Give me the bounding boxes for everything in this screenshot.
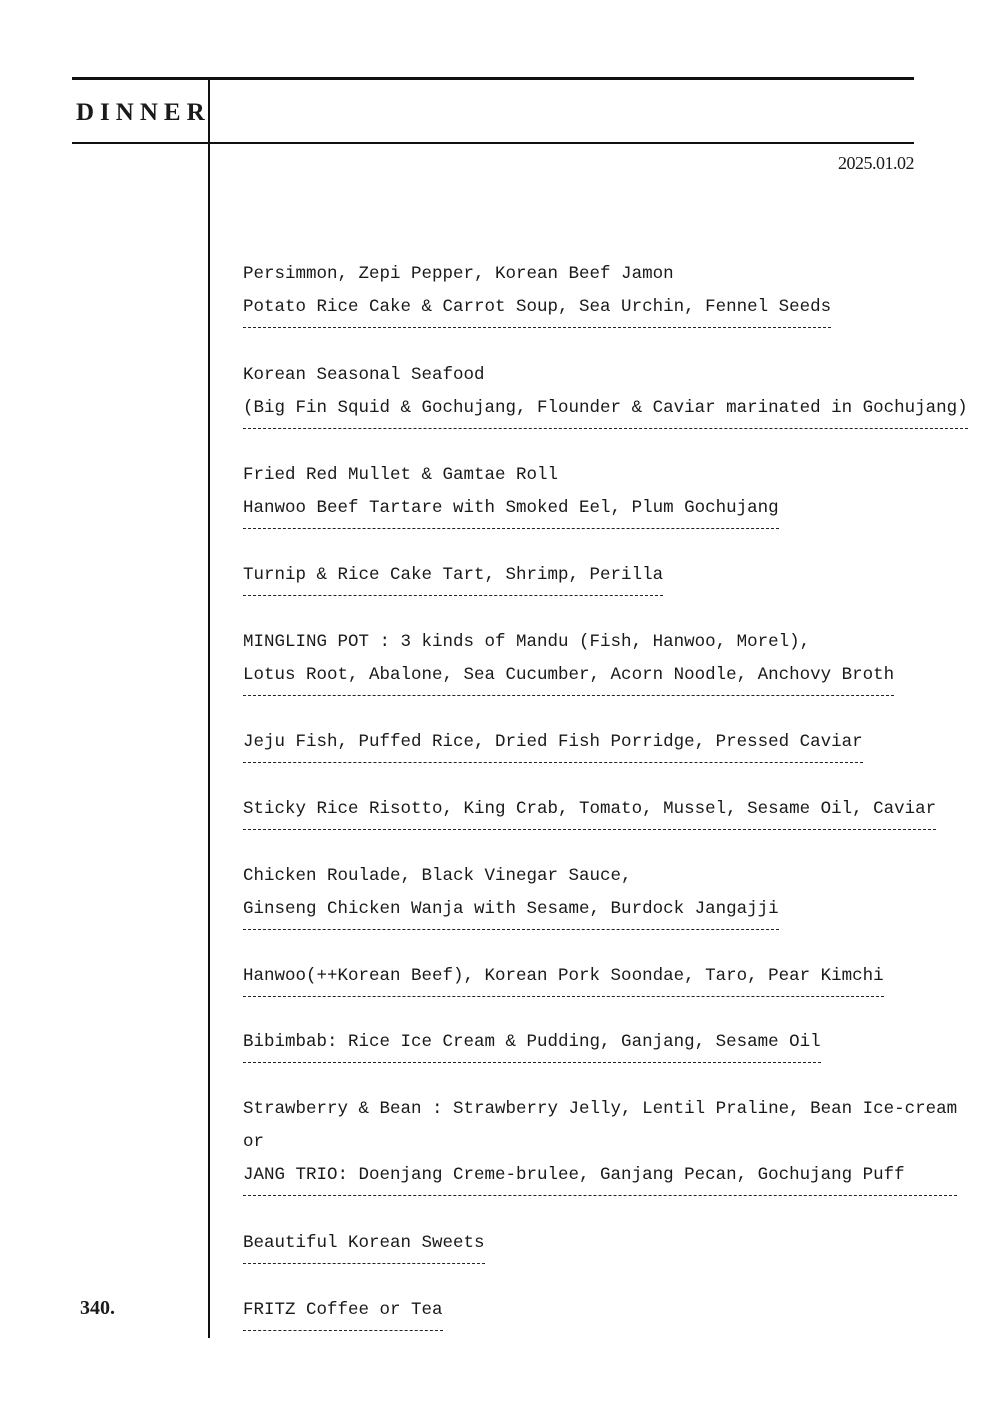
course-item	[243, 1026, 821, 1063]
course-item	[243, 860, 779, 930]
course-item	[243, 359, 968, 429]
course-line: Hanwoo Beef Tartare with Smoked Eel, Plum Gochujang	[243, 498, 779, 518]
menu-date: 2025.01.02	[838, 153, 914, 173]
course-line: FRITZ Coffee or Tea	[243, 1300, 443, 1320]
course-line: Jeju Fish, Puffed Rice, Dried Fish Porridge, Pressed Caviar	[243, 732, 863, 752]
course-line: Strawberry & Bean : Strawberry Jelly, Lentil Praline, Bean Ice-cream	[243, 1099, 958, 1119]
course-line: Korean Seasonal Seafood	[243, 365, 485, 385]
course-item	[243, 626, 894, 696]
course-item	[243, 726, 863, 763]
course-item	[243, 459, 779, 529]
vertical-rule	[208, 77, 210, 1338]
course-line: Fried Red Mullet & Gamtae Roll	[243, 465, 559, 485]
course-line: (Big Fin Squid & Gochujang, Flounder & Caviar marinated in Gochujang)	[243, 398, 968, 418]
course-line: JANG TRIO: Doenjang Creme-brulee, Ganjang Pecan, Gochujang Puff	[243, 1165, 905, 1185]
course-line: Hanwoo(++Korean Beef), Korean Pork Soondae, Taro, Pear Kimchi	[243, 966, 884, 986]
course-line: or	[243, 1132, 265, 1152]
course-line: Turnip & Rice Cake Tart, Shrimp, Perilla	[243, 565, 664, 585]
top-rule	[72, 77, 914, 80]
course-item	[243, 1227, 485, 1264]
menu-price: 340.	[80, 1297, 115, 1319]
course-item	[243, 1294, 443, 1331]
course-line: Bibimbab: Rice Ice Cream & Pudding, Ganjang, Sesame Oil	[243, 1032, 821, 1052]
header-rule	[72, 142, 914, 144]
course-line: MINGLING POT : 3 kinds of Mandu (Fish, Hanwoo, Morel),	[243, 632, 811, 652]
menu-title: DINNER	[76, 99, 211, 126]
course-item	[243, 258, 831, 328]
course-line: Chicken Roulade, Black Vinegar Sauce,	[243, 866, 632, 886]
course-line: Potato Rice Cake & Carrot Soup, Sea Urchin, Fennel Seeds	[243, 297, 832, 317]
course-item	[243, 1093, 957, 1196]
course-line: Ginseng Chicken Wanja with Sesame, Burdock Jangajji	[243, 899, 779, 919]
course-item	[243, 793, 936, 830]
course-item	[243, 960, 884, 997]
course-line: Lotus Root, Abalone, Sea Cucumber, Acorn Noodle, Anchovy Broth	[243, 665, 895, 685]
course-line: Beautiful Korean Sweets	[243, 1233, 485, 1253]
course-item	[243, 559, 663, 596]
course-line: Persimmon, Zepi Pepper, Korean Beef Jamon	[243, 264, 674, 284]
course-line: Sticky Rice Risotto, King Crab, Tomato, Mussel, Sesame Oil, Caviar	[243, 799, 937, 819]
